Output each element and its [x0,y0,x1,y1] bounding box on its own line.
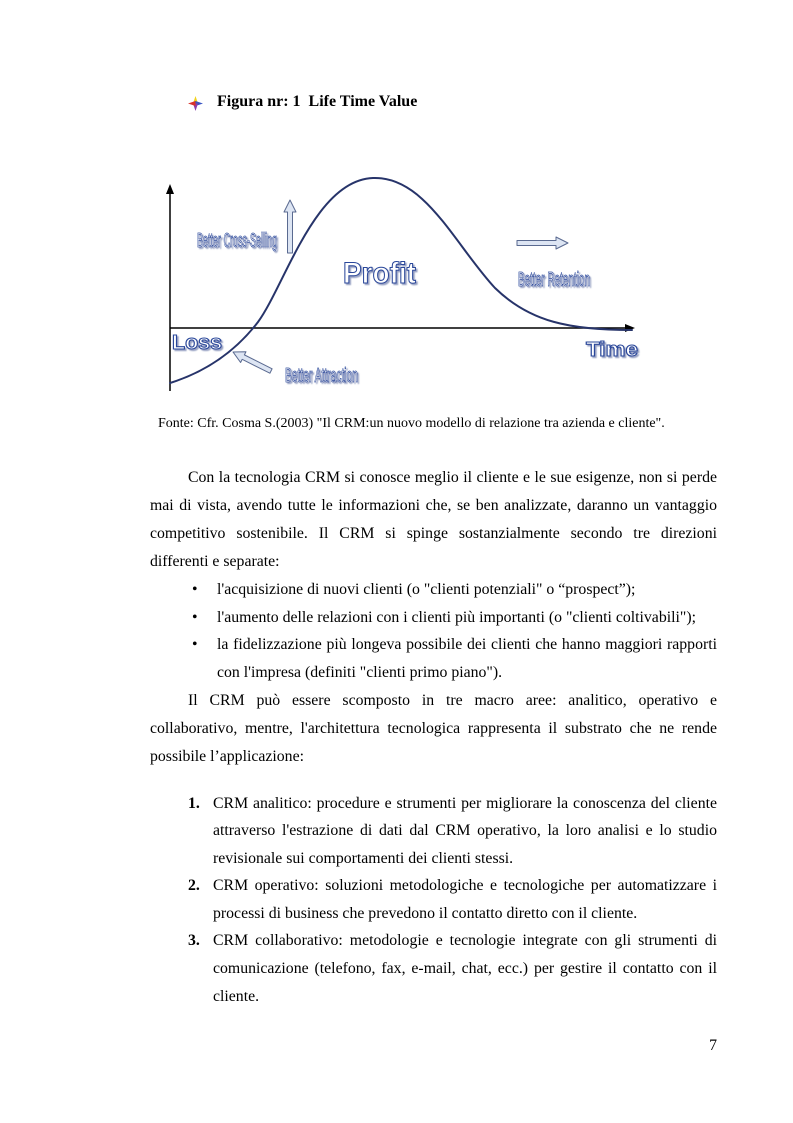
bullet-list [150,576,717,688]
numbered-item [150,872,717,927]
bullet-icon-part-left [188,101,196,106]
numbered-item-line: comunicazione (telefono, fax, e-mail, chat, ecc.) per gestire il contatto con il [213,960,717,978]
paragraph-line: mai di vista, avendo tutte le informazioni che, se ben analizzate, daranno un vantaggio [150,496,717,514]
diamond-bullet-icon [188,96,203,111]
paragraph-line: collaborativo, mentre, l'architettura tecnologica rappresenta il substrato che ne rende [150,720,717,738]
figure-caption: Fonte: Cfr. Cosma S.(2003) "Il CRM:un nuovo modello di relazione tra azienda e cliente". [158,415,665,431]
numbered-item-line: processi di business che prevedono il contatto diretto con il cliente. [213,904,638,922]
y-axis-arrowhead [166,184,174,194]
paragraph-1 [150,464,717,576]
bullet-item-line: con l'impresa (definiti "clienti primo piano"). [217,664,503,682]
item-number: 3. [188,932,200,950]
bullet-marker: • [192,636,198,654]
numbered-item-line: attraverso l'estrazione di dati dal CRM operativo, la loro analisi e lo studio [213,822,717,840]
label-loss: Loss [172,332,222,354]
numbered-item-line: CRM collaborativo: metodologie e tecnologie integrate con gli strumenti di [213,932,717,950]
page-number: 7 [709,1037,717,1055]
numbered-item-line: CRM operativo: soluzioni metodologiche e tecnologiche per automatizzare i [213,877,717,895]
bullet-item-line: l'aumento delle relazioni con i clienti più importanti (o "clienti coltivabili"); [217,608,696,626]
bullet-item-line: la fidelizzazione più longeva possibile dei clienti che hanno maggiori rapporti [217,636,717,654]
bullet-item [150,604,717,632]
bullet-marker: • [192,608,198,626]
bullet-item [150,576,717,604]
numbered-item-line: revisionale sui comportamenti dei clienti stessi. [213,849,514,867]
paragraph-line: differenti e separate: [150,552,280,570]
numbered-item-line: CRM analitico: procedure e strumenti per migliorare la conoscenza del cliente [213,794,717,812]
bullet-item [150,631,717,687]
attraction-diagonal-arrow [230,347,273,377]
label-better-retention: Better Retention [518,269,590,291]
paragraph-line: possibile l’applicazione: [150,748,304,765]
item-number: 1. [188,794,200,812]
bullet-marker: • [192,580,198,598]
label-better-cross-selling: Better Cross-Selling [197,230,277,252]
paragraph-line: Con la tecnologia CRM si conosce meglio il cliente e le sue esigenze, non si perde [188,469,717,486]
cross-selling-up-arrow [284,200,296,253]
retention-right-arrow [517,237,568,249]
label-time: Time [586,339,638,361]
figure-title: Figura nr: 1 Life Time Value [217,93,418,110]
numbered-item [150,790,717,873]
paragraph-line: competitivo sostenibile. Il CRM si spinge sostanzialmente secondo tre direzioni [150,524,717,542]
label-profit: Profit [343,257,417,290]
paragraph-2 [150,687,717,771]
label-better-attraction: Better Attraction [285,365,358,387]
numbered-item-line: cliente. [213,987,260,1005]
life-time-value-diagram [140,165,660,397]
numbered-item [150,927,717,1010]
paragraph-line: Il CRM può essere scomposto in tre macro aree: analitico, operativo e [188,692,717,710]
item-number: 2. [188,877,200,895]
bullet-item-line: l'acquisizione di nuovi clienti (o "clienti potenziali" o “prospect”); [217,580,636,598]
numbered-list [150,790,717,1011]
